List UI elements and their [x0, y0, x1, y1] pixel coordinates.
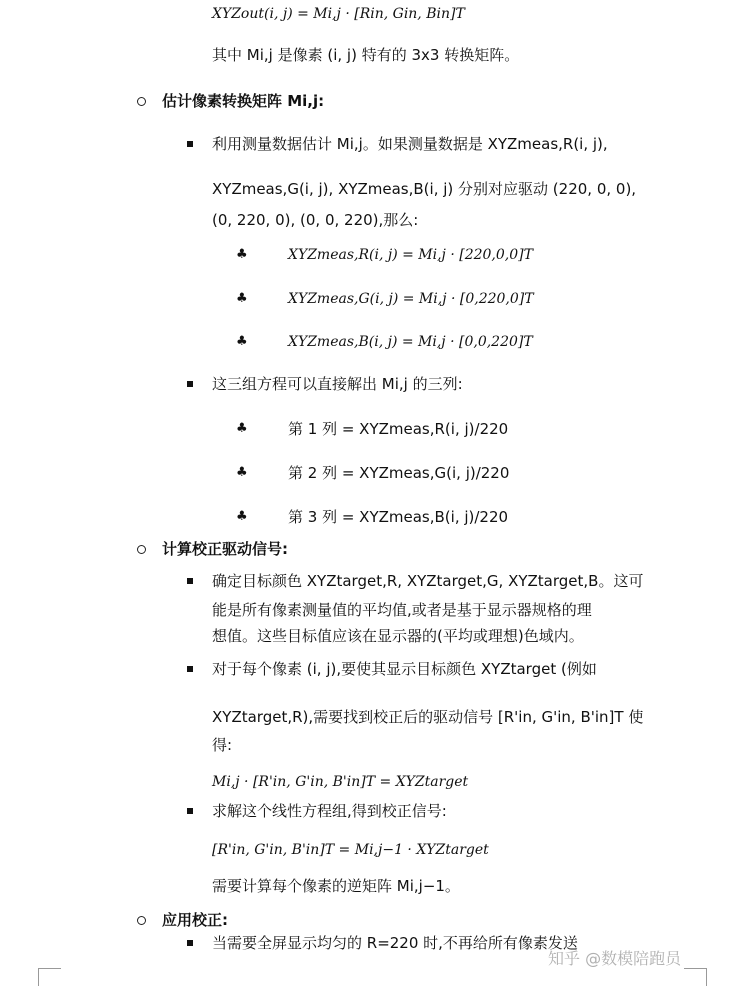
club-bullet-icon: ♣	[236, 421, 248, 436]
solve-linear-line: 求解这个线性方程组,得到校正信号:	[212, 802, 447, 820]
heading-compute: 计算校正驱动信号:	[162, 540, 288, 558]
need-inverse-line: 需要计算每个像素的逆矩阵 Mi,j−1。	[212, 877, 460, 895]
each-pixel-line-3: 得:	[212, 736, 233, 754]
where-line: 其中 Mi,j 是像素 (i, j) 特有的 3x3 转换矩阵。	[212, 46, 520, 64]
square-bullet-icon	[187, 381, 193, 387]
col-1-line: 第 1 列 = XYZmeas,R(i, j)/220	[288, 420, 509, 438]
use-meas-line-2: XYZmeas,G(i, j), XYZmeas,B(i, j) 分别对应驱动 (220, 0, 0),	[212, 180, 637, 198]
club-bullet-icon: ♣	[236, 509, 248, 524]
target-line-3: 想值。这些目标值应该在显示器的(平均或理想)色域内。	[212, 627, 584, 645]
col-3-line: 第 3 列 = XYZmeas,B(i, j)/220	[288, 508, 509, 526]
square-bullet-icon	[187, 808, 193, 814]
circle-bullet-icon	[137, 545, 146, 554]
col-2-line: 第 2 列 = XYZmeas,G(i, j)/220	[288, 464, 510, 482]
use-meas-line-1: 利用测量数据估计 Mi,j。如果测量数据是 XYZmeas,R(i, j),	[212, 135, 608, 153]
square-bullet-icon	[187, 141, 193, 147]
apply-line-1: 当需要全屏显示均匀的 R=220 时,不再给所有像素发送	[212, 934, 578, 952]
square-bullet-icon	[187, 578, 193, 584]
each-pixel-line-1: 对于每个像素 (i, j),要使其显示目标颜色 XYZtarget (例如	[212, 660, 597, 678]
eq-meas-r: XYZmeas,R(i, j) = Mi,j · [220,0,0]T	[288, 247, 533, 263]
eq-m-target: Mi,j · [R'in, G'in, B'in]T = XYZtarget	[212, 774, 469, 790]
page-corner-mark-left	[38, 968, 61, 986]
club-bullet-icon: ♣	[236, 465, 248, 480]
heading-apply: 应用校正:	[162, 911, 228, 929]
eq-meas-g: XYZmeas,G(i, j) = Mi,j · [0,220,0]T	[288, 291, 534, 307]
solve-cols-line: 这三组方程可以直接解出 Mi,j 的三列:	[212, 375, 463, 393]
target-line-1: 确定目标颜色 XYZtarget,R, XYZtarget,G, XYZtarget,B。这可	[212, 572, 644, 590]
watermark: 知乎 @数模陪跑员	[548, 949, 682, 968]
use-meas-line-3: (0, 220, 0), (0, 0, 220),那么:	[212, 211, 419, 229]
club-bullet-icon: ♣	[236, 291, 248, 306]
page-corner-mark-right	[684, 968, 707, 986]
square-bullet-icon	[187, 666, 193, 672]
circle-bullet-icon	[137, 97, 146, 106]
heading-estimate: 估计像素转换矩阵 Mi,j:	[162, 92, 325, 110]
eq-meas-b: XYZmeas,B(i, j) = Mi,j · [0,0,220]T	[288, 334, 533, 350]
club-bullet-icon: ♣	[236, 334, 248, 349]
square-bullet-icon	[187, 940, 193, 946]
circle-bullet-icon	[137, 916, 146, 925]
eq-inverse: [R'in, G'in, B'in]T = Mi,j−1 · XYZtarget	[212, 842, 489, 858]
club-bullet-icon: ♣	[236, 247, 248, 262]
target-line-2: 能是所有像素测量值的平均值,或者是基于显示器规格的理	[212, 601, 592, 619]
eq-xyz-out: XYZout(i, j) = Mi,j · [Rin, Gin, Bin]T	[212, 6, 465, 22]
each-pixel-line-2: XYZtarget,R),需要找到校正后的驱动信号 [R'in, G'in, B'in]T 使	[212, 708, 644, 726]
